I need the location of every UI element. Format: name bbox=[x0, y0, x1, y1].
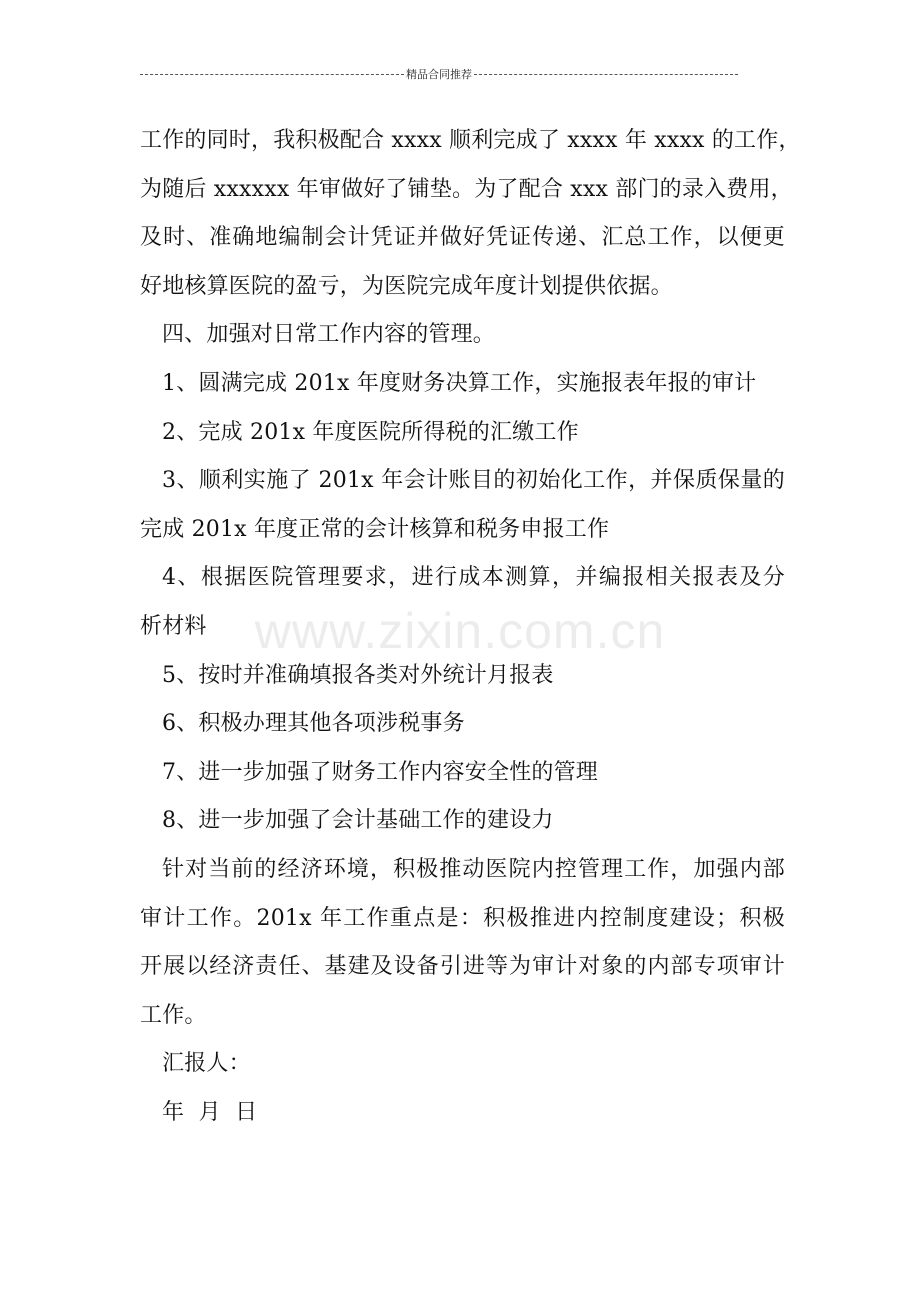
paragraph-line: 针对当前的经济环境，积极推动医院内控管理工作，加强内部 bbox=[162, 856, 785, 882]
list-item: 5、按时并准确填报各类对外统计月报表 bbox=[162, 662, 554, 688]
paragraph-line: 工作的同时，我积极配合 xxxx 顺利完成了 xxxx 年 xxxx 的工作， bbox=[140, 128, 801, 153]
watermark: www.zixin.com.cn bbox=[254, 603, 666, 659]
list-item: 8、进一步加强了会计基础工作的建设力 bbox=[162, 808, 554, 834]
section-heading: 四、加强对日常工作内容的管理。 bbox=[162, 322, 496, 348]
header-rule-right bbox=[474, 74, 738, 75]
header-rule-left bbox=[140, 74, 404, 75]
document-body bbox=[140, 117, 801, 1137]
paragraph-line: 开展以经济责任、基建及设备引进等为审计对象的内部专项审计 bbox=[140, 954, 785, 980]
paragraph-line: 及时、准确地编制会计凭证并做好凭证传递、汇总工作，以便更 bbox=[140, 225, 785, 251]
paragraph-line: 好地核算医院的盈亏，为医院完成年度计划提供依据。 bbox=[140, 273, 673, 299]
list-item: 4、根据医院管理要求，进行成本测算，并编报相关报表及分 bbox=[162, 565, 785, 591]
list-item: 2、完成 201x 年度医院所得税的汇缴工作 bbox=[162, 419, 579, 445]
list-item: 7、进一步加强了财务工作内容安全性的管理 bbox=[162, 759, 598, 785]
paragraph-line: 为随后 xxxxxx 年审做好了铺垫。为了配合 xxx 部门的录入费用， bbox=[140, 176, 793, 202]
header-label: 精品合同推荐 bbox=[406, 69, 472, 81]
paragraph-line: 工作。 bbox=[140, 1002, 207, 1028]
list-item: 1、圆满完成 201x 年度财务决算工作，实施报表年报的审计 bbox=[162, 370, 757, 396]
list-item-continuation: 完成 201x 年度正常的会计核算和税务申报工作 bbox=[140, 516, 610, 542]
list-item: 6、积极办理其他各项涉税事务 bbox=[162, 711, 465, 737]
list-item: 3、顺利实施了 201x 年会计账目的初始化工作，并保质保量的 bbox=[162, 468, 785, 494]
page-header bbox=[140, 64, 738, 84]
reporter-label: 汇报人： bbox=[162, 1051, 251, 1077]
list-item-continuation: 析材料 bbox=[140, 613, 207, 639]
paragraph-line: 审计工作。201x 年工作重点是：积极推进内控制度建设；积极 bbox=[140, 905, 785, 931]
date-placeholder: 年 月 日 bbox=[162, 1099, 258, 1125]
